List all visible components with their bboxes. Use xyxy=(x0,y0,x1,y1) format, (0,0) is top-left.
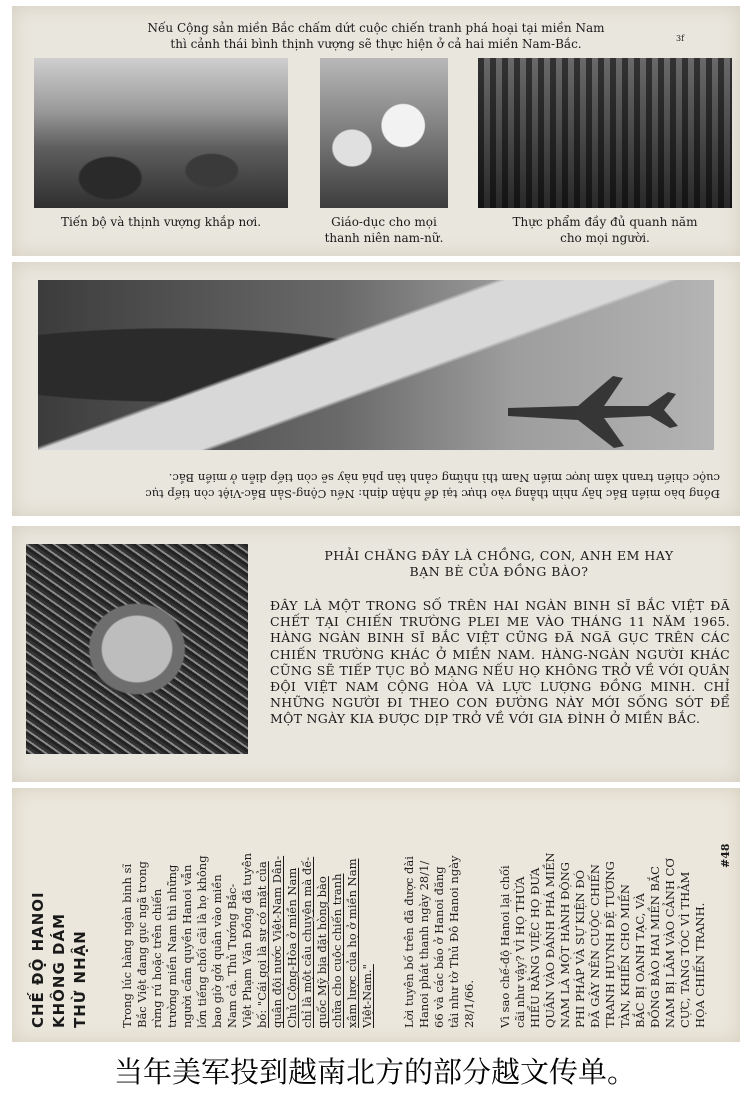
caption-food-line2: cho mọi người. xyxy=(560,231,650,245)
casualty-heading-line1: PHẢI CHĂNG ĐÂY LÀ CHỒNG, CON, ANH EM HAY xyxy=(324,548,674,563)
col1-line: trường miền Nam thì những xyxy=(165,864,179,1028)
panel2-line1: Đồng bào miền Bắc hãy nhìn thẳng vào thực tại để nhận định: Nếu Cộng-Sản Bắc-Việt còn tiếp tục xyxy=(145,487,720,501)
col3-line: ĐỒNG BÀO HAI MIỀN BẮC xyxy=(648,866,662,1028)
col3-line: BẮC BỊ OANH TẠC, VÀ xyxy=(633,893,647,1028)
col1-line: Việt Phạm Văn Đồng đã tuyên xyxy=(240,853,254,1028)
col1-line: chữa cho cuộc chiến tranh xyxy=(330,873,344,1028)
col3-line: TÀN, KHIẾN CHO MIỀN xyxy=(618,884,632,1028)
col3-line: NAM BỊ LÂM VÀO CẢNH CƠ xyxy=(663,858,677,1028)
casualty-photo xyxy=(26,544,248,754)
aircraft-shadow-icon xyxy=(38,280,714,450)
casualty-body: ĐÂY LÀ MỘT TRONG SỐ TRÊN HAI NGÀN BINH SĨ BẮC VIỆT ĐÃ CHẾT TẠI CHIẾN TRƯỜNG PLEI ME VÀO THÁNG 11 NĂM 1965. HÀNG NGÀN BINH SĨ BẮC VIỆT CŨNG ĐÃ NGÃ GỤC TRÊN CÁC CHIẾN TRƯỜNG KHÁC Ở MIỀN NAM. HÀNG-NGÀN NGƯỜI KHÁC CŨNG SẼ TIẾP TỤC BỎ MẠNG NẾU HỌ KHÔNG TRỞ VỀ VỚI QUÂN ĐỘI VIỆT NAM CỘNG HÒA VÀ LỰC LƯỢNG ĐỒNG MINH. CHỈ NHỮNG NGƯỜI ĐI THEO CON ĐƯỜNG NÀY MỚI SỐNG SÓT ĐỂ MỘT NGÀY KIA ĐƯỢC DỊP TRỞ VỀ VỚI GIA ĐÌNH Ở MIỀN BẮC. xyxy=(270,598,730,727)
leaflet-panel-casualty xyxy=(12,526,740,782)
col2-line: 28/1/66. xyxy=(462,980,476,1028)
col1-line: Việt-Nam." xyxy=(360,964,374,1028)
col2-line: 66 và các báo ở Hanoi đăng xyxy=(432,866,446,1028)
col3-line: HỌA CHIẾN TRANH. xyxy=(693,902,707,1028)
panel2-line2: cuộc chiến tranh xâm lược miền Nam thì những cảnh tàn phá này sẽ còn tiếp diễn ở miền Bắc. xyxy=(168,471,720,485)
denial-column-1 xyxy=(120,802,378,1028)
col1-line: người cầm quyền Hanoi vẫn xyxy=(180,864,194,1028)
col1-line: Bắc Việt đang gục ngã trong xyxy=(135,861,149,1028)
panel1-header-line2: thì cảnh thái bình thịnh vượng sẽ thực hiện ở cả hai miền Nam-Bắc. xyxy=(170,37,582,51)
denial-title xyxy=(28,802,108,1028)
col1-line: Nam cả. Thủ Tướng Bắc- xyxy=(225,883,239,1028)
col1-line: xâm lược của họ ở miền Nam xyxy=(345,858,359,1028)
col1-line: quốc Mỹ bịa đặt hòng bào xyxy=(315,876,329,1028)
caption-food xyxy=(478,214,732,246)
bombed-ruins-photo xyxy=(38,280,714,450)
caption-education-line2: thanh niên nam-nữ. xyxy=(324,231,444,245)
casualty-heading xyxy=(274,548,724,580)
casualty-heading-line2: BẠN BÈ CỦA ĐỒNG BÀO? xyxy=(409,564,589,579)
col3-line: QUÂN VÀO ĐÁNH PHÁ MIỀN xyxy=(543,852,557,1028)
col1-line: lớn tiếng chối cãi là họ không xyxy=(195,855,209,1028)
leaflet-panel-hanoi-denial xyxy=(12,788,740,1042)
col1-line: rừng rú hoặc trên chiến xyxy=(150,888,164,1028)
col3-line: ĐÃ GÂY NÊN CUỘC CHIẾN xyxy=(588,864,602,1028)
page-mark: 3f xyxy=(676,34,685,43)
caption-progress: Tiến bộ và thịnh vượng khắp nơi. xyxy=(60,215,262,229)
panel1-header-line1: Nếu Cộng sản miền Bắc chấm dứt cuộc chiến tranh phá hoại tại miền Nam xyxy=(147,21,605,35)
col3-line: TRANH HUYNH ĐỆ TƯƠNG xyxy=(603,861,617,1028)
caption-education xyxy=(308,214,460,246)
students-photo xyxy=(320,58,448,208)
col3-line: CỰC, TANG TÓC VÌ THẢM xyxy=(678,871,692,1028)
col1-line: Trong lúc hàng ngàn binh sĩ xyxy=(120,863,134,1028)
col2-line: Hanoi phát thanh ngày 28/1/ xyxy=(417,860,431,1028)
leaflet-panel-destruction xyxy=(12,262,740,516)
col1-line: quân đội nước Việt-Nam Dân- xyxy=(270,855,284,1028)
caption-food-line1: Thực phẩm đầy đủ quanh năm xyxy=(512,215,698,229)
denial-title-line2: KHÔNG DÁM xyxy=(50,912,68,1028)
market-crowd-photo xyxy=(478,58,732,208)
denial-title-line3: THỪ NHẬN xyxy=(71,930,89,1028)
denial-title-line1: CHẾ ĐỘ HANOI xyxy=(29,891,47,1028)
col1-line: bố: "Cái gọi là sự có mặt của xyxy=(255,861,269,1028)
col3-line: NAM LÀ MỘT HÀNH ĐỘNG xyxy=(558,862,572,1028)
col2-line: Lời tuyên bố trên đã được đài xyxy=(402,856,416,1028)
col3-line: Vì sao chế-độ Hanoi lại chối xyxy=(498,865,512,1028)
leaflet-panel-prosperity xyxy=(12,6,740,256)
col3-line: HIỂU RẰNG VIỆC HỌ ĐƯA xyxy=(528,867,542,1028)
chinese-caption: 当年美军投到越南北方的部分越文传单。 xyxy=(113,1055,636,1089)
col3-line: cãi như vậy? VÌ HỌ THỪA xyxy=(513,876,527,1028)
panel2-message xyxy=(32,470,720,502)
col1-line: chỉ là một câu chuyện mà đế- xyxy=(300,856,314,1028)
col1-line: Chủ Cộng-Hòa ở miền Nam xyxy=(285,867,299,1028)
caption-education-line1: Giáo-dục cho mọi xyxy=(331,215,437,229)
col2-line: tải như tờ Thủ Đô Hanoi ngày xyxy=(447,855,461,1028)
col3-line: PHI PHÁP VÀ SỰ KIỆN ĐÓ xyxy=(573,869,587,1028)
denial-column-3 xyxy=(498,802,712,1028)
leaflet-number: #48 xyxy=(719,843,732,868)
col1-line: bao giờ gởi quân vào miền xyxy=(210,874,224,1028)
panel1-header xyxy=(12,20,740,52)
street-traffic-photo xyxy=(34,58,288,208)
denial-column-2 xyxy=(402,802,484,1028)
